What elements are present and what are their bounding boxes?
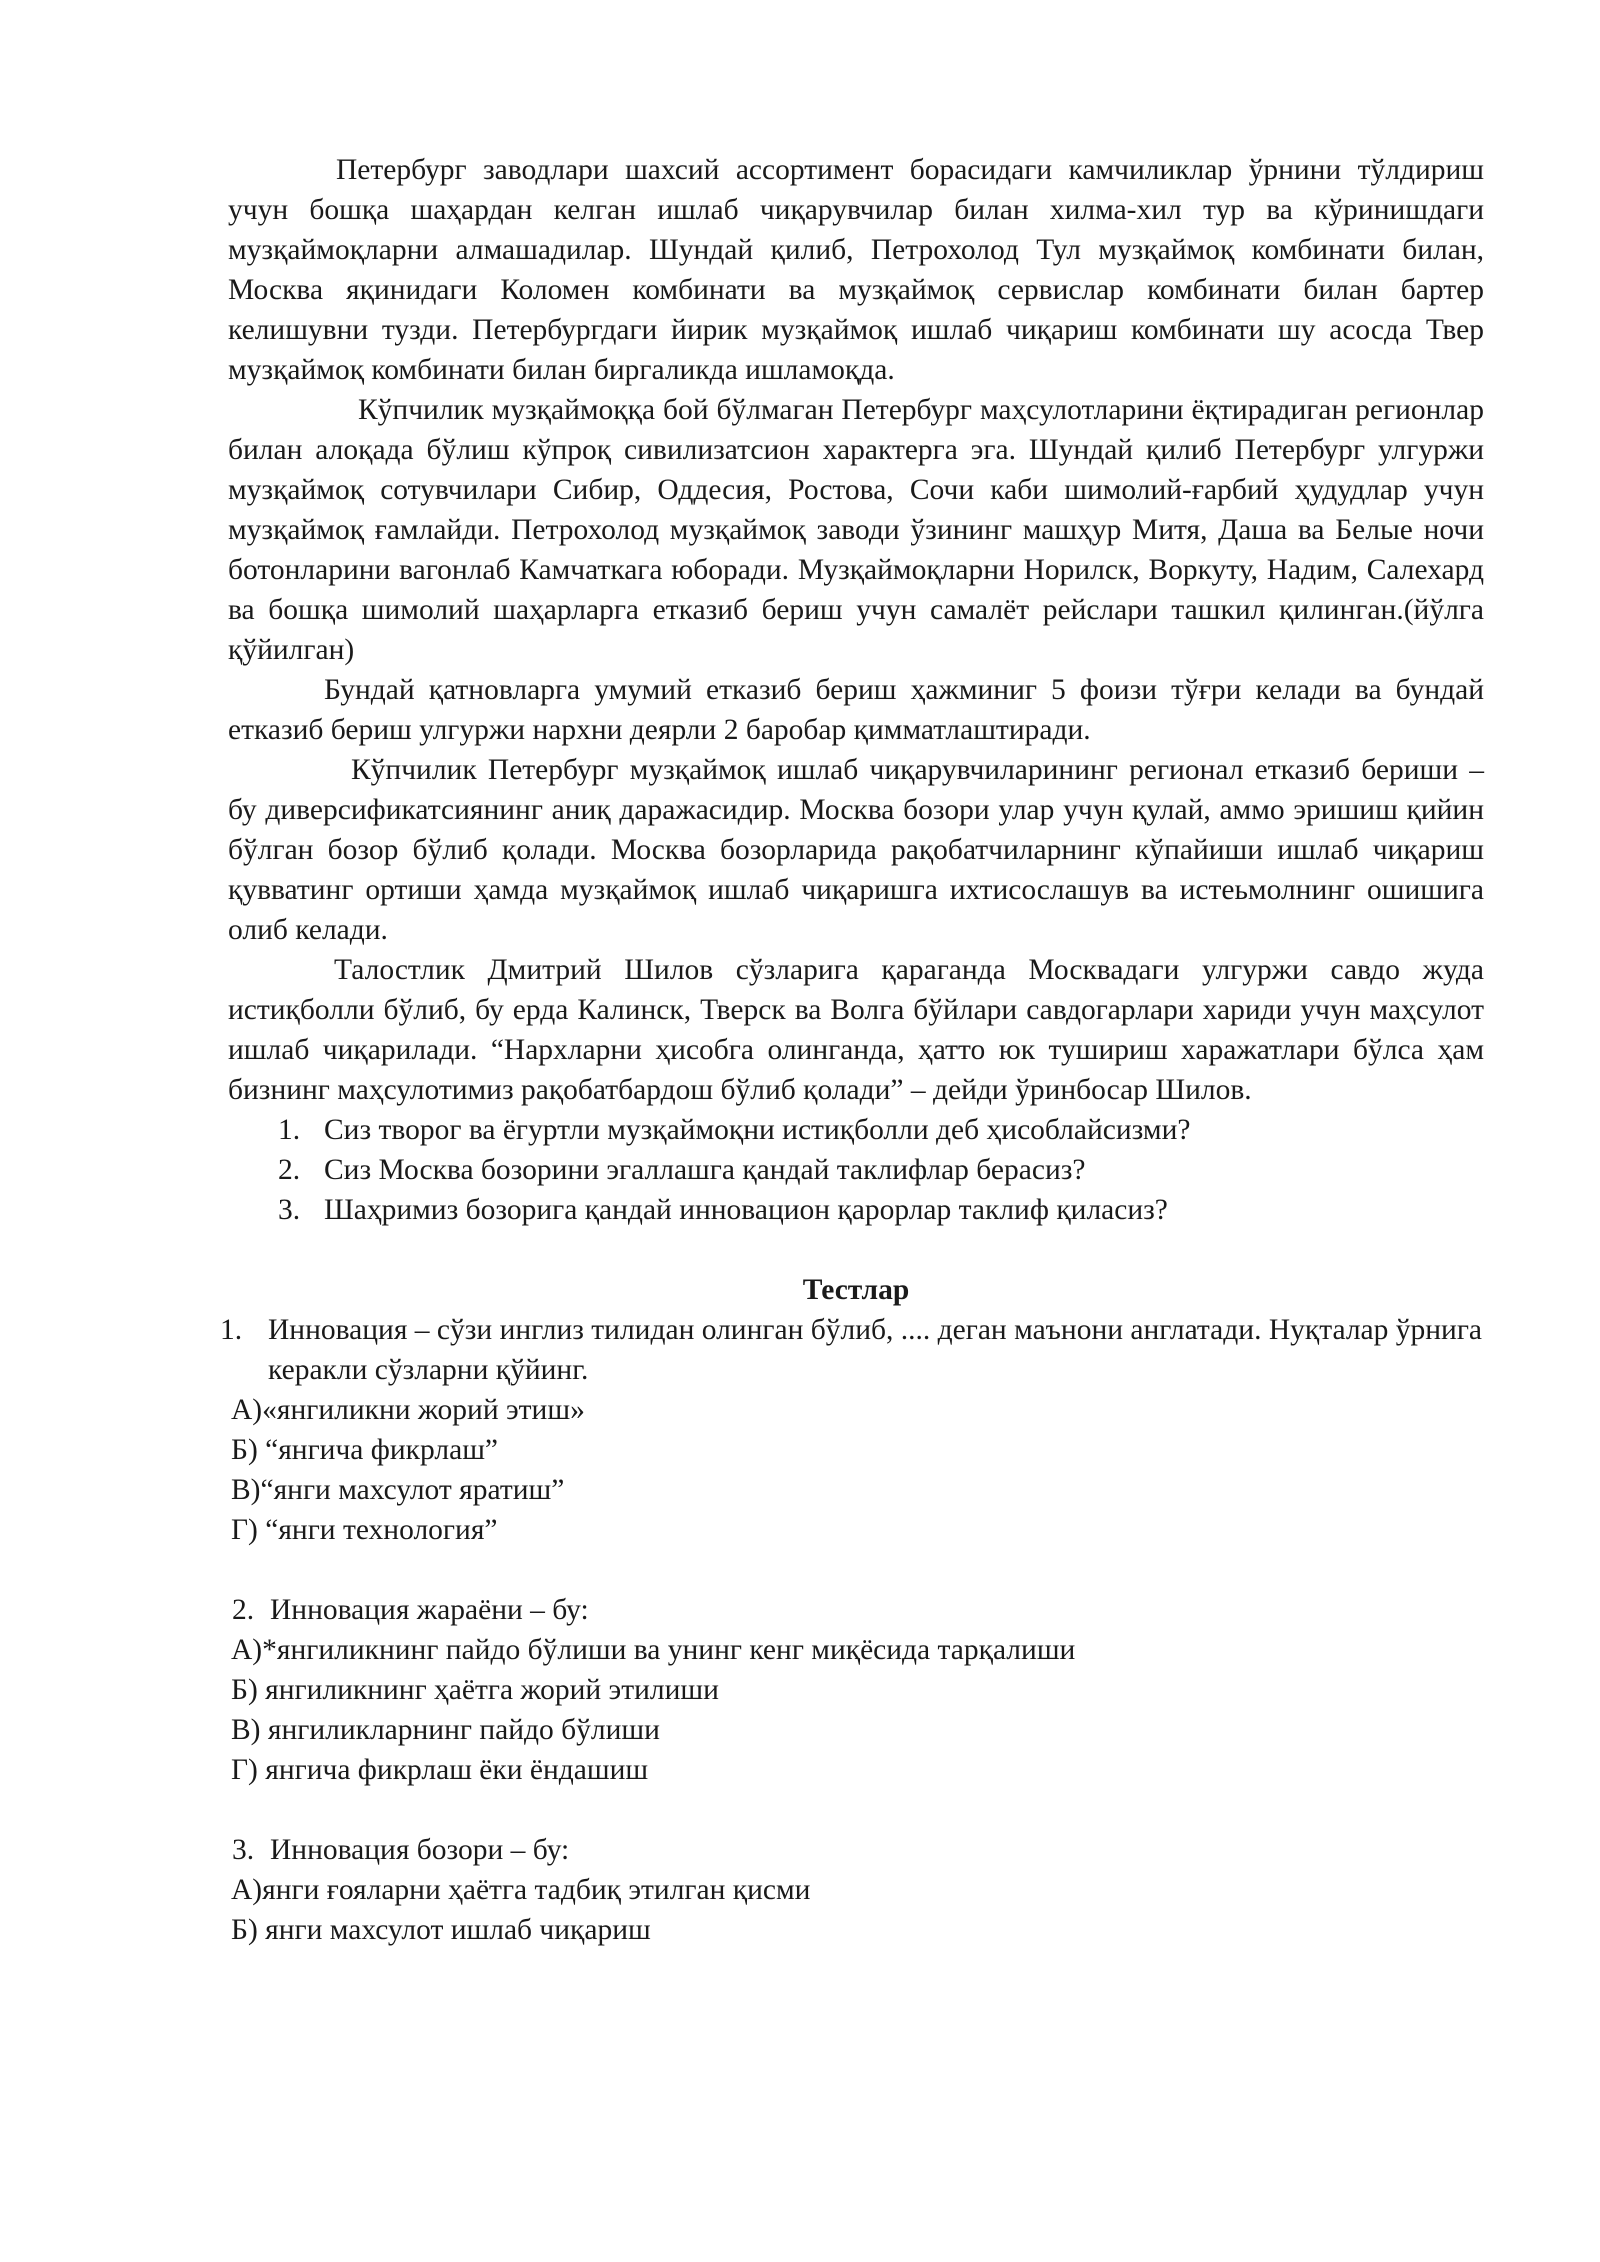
- discussion-questions: [228, 1110, 1484, 1230]
- test-item-3: [228, 1830, 1484, 1950]
- test-question-text: Инновация жараёни – бу:: [270, 1594, 589, 1626]
- document-page: [220, 150, 1484, 1950]
- paragraph-4: Кўпчилик Петербург музқаймоқ ишлаб чиқарувчиларининг регионал етказиб бериши – бу диверсификатсиянинг аниқ даражасидир. Москва бозори улар учун қулай, аммо эришиш қийин бўлган бозор бўлиб қолади. Москва бозорларида рақобатчиларнинг кўпайиши ишлаб чиқариш қувватинг ортиши ҳамда музқаймоқ ишлаб чиқаришга ихтисослашув ва истеьмолнинг ошишига олиб келади.: [228, 754, 1484, 946]
- answer-option: В)“янги махсулот яратиш”: [231, 1474, 565, 1506]
- question-text: Сиз Москва бозорини эгаллашга қандай таклифлар берасиз?: [324, 1154, 1086, 1186]
- paragraph-1: Петербург заводлари шахсий ассортимент борасидаги камчиликлар ўрнини тўлдириш учун бошқа шаҳардан келган ишлаб чиқарувчилар билан хилма-хил тур ва кўринишдаги музқаймоқларни алмашадилар. Шундай қилиб, Петрохолод Тул музқаймоқ комбинати билан, Москва яқинидаги Коломен комбинати ва музқаймоқ сервислар комбинати билан бартер келишувни тузди. Петербургдаги йирик музқаймоқ ишлаб чиқариш комбинати шу асосда Твер музқаймоқ комбинати билан биргаликда ишламоқда.: [228, 154, 1484, 386]
- test-question: [220, 1310, 1484, 1390]
- test-item-1: [220, 1310, 1484, 1550]
- answer-options: [228, 1630, 1484, 1790]
- question-number: 2.: [278, 1154, 301, 1186]
- answer-option: А)янги ғояларни ҳаётга тадбиқ этилган қисми: [231, 1874, 811, 1906]
- answer-option: Г) янгича фикрлаш ёки ёндашиш: [231, 1754, 649, 1786]
- question-text: Сиз творог ва ёгуртли музқаймоқни истиқболли деб ҳисоблайсизми?: [324, 1114, 1191, 1146]
- question-number: 3.: [278, 1194, 301, 1226]
- paragraph-5: Талостлик Дмитрий Шилов сўзларига қараганда Москвадаги улгуржи савдо жуда истиқболли бўлиб, бу ерда Калинск, Тверск ва Волга бўйлари савдогарлари хариди учун маҳсулот ишлаб чиқарилади. “Нархларни ҳисобга олинганда, ҳатто юк тушириш харажатлари бўлса ҳам бизнинг маҳсулотимиз рақобатбардош бўлиб қолади” – дейди ўринбосар Шилов.: [228, 954, 1484, 1106]
- answer-option: Г) “янги технология”: [231, 1514, 498, 1546]
- spacer: [228, 1550, 1484, 1590]
- answer-option: Б) янгиликнинг ҳаётга жорий этилиши: [231, 1674, 719, 1706]
- paragraph-3: Бундай қатновларга умумий етказиб бериш ҳажминиг 5 фоизи тўғри келади ва бундай етказиб бериш улгуржи нархни деярли 2 баробар қимматлаштиради.: [228, 674, 1484, 746]
- question-item: [228, 1110, 1484, 1150]
- question-number: 1.: [278, 1114, 301, 1146]
- answer-option: А)«янгиликни жорий этиш»: [231, 1394, 585, 1426]
- test-question: [228, 1830, 1484, 1870]
- spacer: [228, 1790, 1484, 1830]
- answer-option: А)*янгиликнинг пайдо бўлиши ва унинг кенг миқёсида тарқалиши: [231, 1634, 1076, 1666]
- answer-option: Б) янги махсулот ишлаб чиқариш: [231, 1914, 651, 1946]
- question-text: Шаҳримиз бозорига қандай инновацион қарорлар таклиф қиласиз?: [324, 1194, 1168, 1226]
- test-number: 1.: [220, 1314, 243, 1346]
- tests-heading: Тестлар: [802, 1274, 910, 1306]
- answer-option: Б) “янгича фикрлаш”: [231, 1434, 498, 1466]
- test-question: [228, 1590, 1484, 1630]
- question-item: [228, 1150, 1484, 1190]
- test-number: 3.: [232, 1834, 255, 1866]
- paragraph-2: Кўпчилик музқаймоққа бой бўлмаган Петербург маҳсулотларини ёқтирадиган регионлар билан алоқада бўлиш кўпроқ сивилизатсион характерга эга. Шундай қилиб Петербург улгуржи музқаймоқ сотувчилари Сибир, Оддесия, Ростова, Сочи каби шимолий-ғарбий ҳудудлар учун музқаймоқ ғамлайди. Петрохолод музқаймоқ заводи ўзининг машҳур Митя, Даша ва Белые ночи ботонларини вагонлаб Камчаткага юборади. Музқаймоқларни Норилск, Воркуту, Надим, Салехард ва бошқа шимолий шаҳарларга етказиб бериш учун самалёт рейслари ташкил қилинган.(йўлга қўйилган): [228, 394, 1484, 666]
- test-question-text: Инновация – сўзи инглиз тилидан олинган бўлиб, .... деган маънони англатади. Нуқталар ўрнига керакли сўзларни қўйинг.: [268, 1314, 1483, 1386]
- answer-options: [228, 1870, 1484, 1950]
- test-item-2: [228, 1590, 1484, 1790]
- test-question-text: Инновация бозори – бу:: [270, 1834, 570, 1866]
- test-number: 2.: [232, 1594, 255, 1626]
- answer-options: [228, 1390, 1484, 1550]
- question-item: [228, 1190, 1484, 1230]
- answer-option: В) янгиликларнинг пайдо бўлиши: [231, 1714, 660, 1746]
